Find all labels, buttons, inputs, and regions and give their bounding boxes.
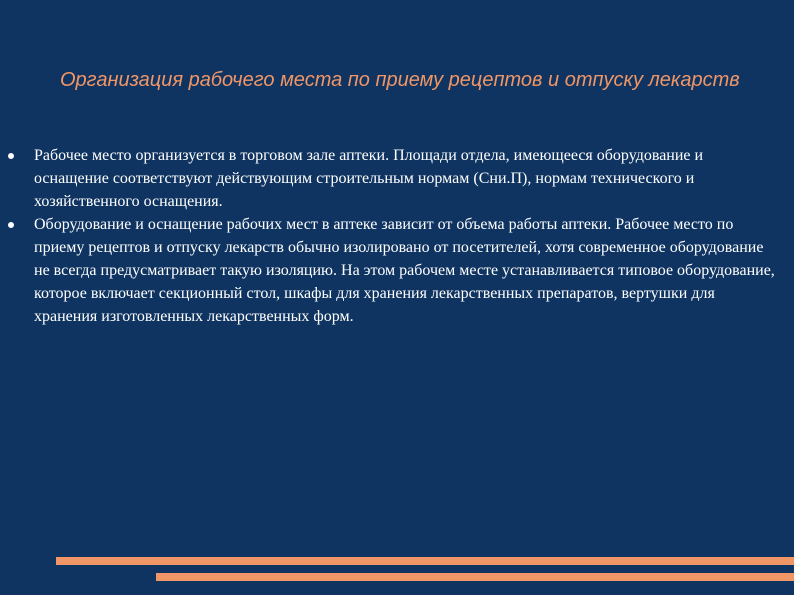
bullet-item-equipment (8, 213, 778, 328)
decorative-bar-bottom (156, 573, 794, 581)
decorative-bar-top (56, 557, 794, 565)
bullet-list (8, 144, 778, 328)
slide-title: Организация рабочего места по приему рецептов и отпуску лекарств (60, 69, 740, 91)
bullet-item-workplace (8, 144, 778, 213)
bullet-dot-icon (8, 222, 14, 228)
bullet-dot-icon (8, 153, 14, 159)
bullet-text: Оборудование и оснащение рабочих мест в аптеке зависит от объема работы аптеки. Рабочее место по приему рецептов и отпуску лекарств обычно изолировано от посетителей, хотя современное оборудование не всегда предусматривает такую изоляцию. На этом рабочем месте устанавливается типовое оборудование, которое включает секционный стол, шкафы для хранения лекарственных препаратов, вертушки для хранения изготовленных лекарственных форм. (34, 216, 775, 325)
bullet-text: Рабочее место организуется в торговом зале аптеки. Площади отдела, имеющееся оборудование и оснащение соответствуют действующим строительным нормам (Сни.П), нормам технического и хозяйственного оснащения. (34, 147, 704, 210)
